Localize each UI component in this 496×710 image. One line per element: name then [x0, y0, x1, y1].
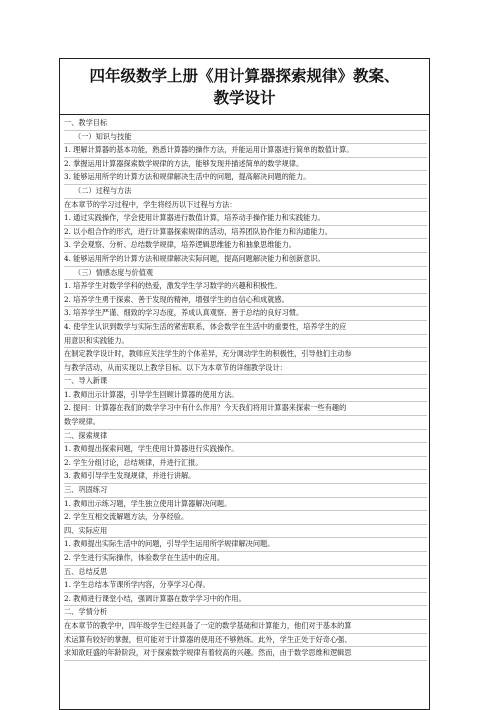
- text-line: 求知欲旺盛的年龄阶段，对于探索数学规律有着较高的兴趣。然而，由于数学思维和逻辑思: [64, 647, 427, 661]
- text-line: 一、导入新课: [64, 375, 427, 389]
- text-line: 用意识和实践能力。: [64, 335, 427, 349]
- text-line: 五、总结反思: [64, 566, 427, 580]
- text-line: 在制定教学设计时，教师应关注学生的个体差异，充分调动学生的积极性，引导他们主动参: [64, 348, 427, 362]
- title-line-2: 教学设计: [213, 89, 276, 107]
- text-line: 三、巩固练习: [64, 484, 427, 498]
- text-line: 2. 教师进行课堂小结，强调计算器在数学学习中的作用。: [64, 593, 427, 607]
- text-line: 术运算有较好的掌握，但可能对于计算器的使用还不够熟练。此外，学生正处于好奇心强、: [64, 634, 427, 648]
- text-line: 1. 教师提出实际生活中的问题，引导学生运用所学规律解决问题。: [64, 538, 427, 552]
- document-title: [60, 59, 429, 115]
- text-line: 2. 学生互相交流解题方法，分享经验。: [64, 511, 427, 525]
- text-line: 在本章节的教学中，四年级学生已经具备了一定的数学基础和计算能力，他们对于基本的算: [64, 620, 427, 634]
- text-line: （一）知识与技能: [64, 131, 427, 145]
- text-line: 2. 掌握运用计算器探索数学规律的方法，能够发现并描述简单的数学规律。: [64, 158, 427, 172]
- title-line-1: 四年级数学上册《用计算器探索规律》教案、: [89, 67, 400, 85]
- text-line: 2. 以小组合作的形式，进行计算器探索规律的活动，培养团队协作能力和沟通能力。: [64, 226, 427, 240]
- text-line: 2. 培养学生勇于探索、善于发现的精神，增强学生的自信心和成就感。: [64, 294, 427, 308]
- text-line: （三）情感态度与价值观: [64, 267, 427, 281]
- text-line: 四、实际应用: [64, 525, 427, 539]
- text-line: 1. 培养学生对数学学科的热爱，激发学生学习数学的兴趣和积极性。: [64, 280, 427, 294]
- text-line: 一、教学目标: [64, 117, 427, 131]
- text-line: 4. 使学生认识到数学与实际生活的紧密联系，体会数学在生活中的重要性，培养学生的应: [64, 321, 427, 335]
- text-line: 二、学情分析: [64, 606, 427, 620]
- text-line: 1. 理解计算器的基本功能，熟悉计算器的操作方法，并能运用计算器进行简单的数值计算。: [64, 144, 427, 158]
- text-line: 4. 能够运用所学的计算方法和规律解决实际问题，提高问题解决能力和创新意识。: [64, 253, 427, 267]
- text-line: 2. 学生进行实际操作，体验数学在生活中的应用。: [64, 552, 427, 566]
- text-line: 1. 教师出示练习题，学生独立使用计算器解决问题。: [64, 498, 427, 512]
- text-line: 1. 通过实践操作，学会使用计算器进行数值计算，培养动手操作能力和实践能力。: [64, 212, 427, 226]
- text-line: 2. 学生分组讨论，总结规律，并进行汇报。: [64, 457, 427, 471]
- text-line: 3. 培养学生严谨、细致的学习态度，养成认真观察、善于总结的良好习惯。: [64, 307, 427, 321]
- text-line: 3. 能够运用所学的计算方法和规律解决生活中的问题，提高解决问题的能力。: [64, 171, 427, 185]
- text-line: 3. 教师引导学生发现规律，并进行讲解。: [64, 470, 427, 484]
- text-line: 二、探索规律: [64, 430, 427, 444]
- text-line: 3. 学会观察、分析、总结数学规律，培养逻辑思维能力和抽象思维能力。: [64, 239, 427, 253]
- text-line: 1. 教师出示计算器，引导学生回顾计算器的使用方法。: [64, 389, 427, 403]
- text-line: 在本章节的学习过程中，学生将经历以下过程与方法：: [64, 199, 427, 213]
- text-line: （二）过程与方法: [64, 185, 427, 199]
- text-line: 1. 教师提出探索问题，学生使用计算器进行实践操作。: [64, 443, 427, 457]
- document-body: [60, 115, 429, 709]
- text-line: 与教学活动，从而实现以上教学目标。以下为本章节的详细教学设计：: [64, 362, 427, 376]
- document-table: [59, 58, 430, 710]
- text-line: 1. 学生总结本节课所学内容，分享学习心得。: [64, 579, 427, 593]
- text-line: 2. 提问：计算器在我们的数学学习中有什么作用？今天我们将用计算器来探索一些有趣的: [64, 402, 427, 416]
- text-line: 数学规律。: [64, 416, 427, 430]
